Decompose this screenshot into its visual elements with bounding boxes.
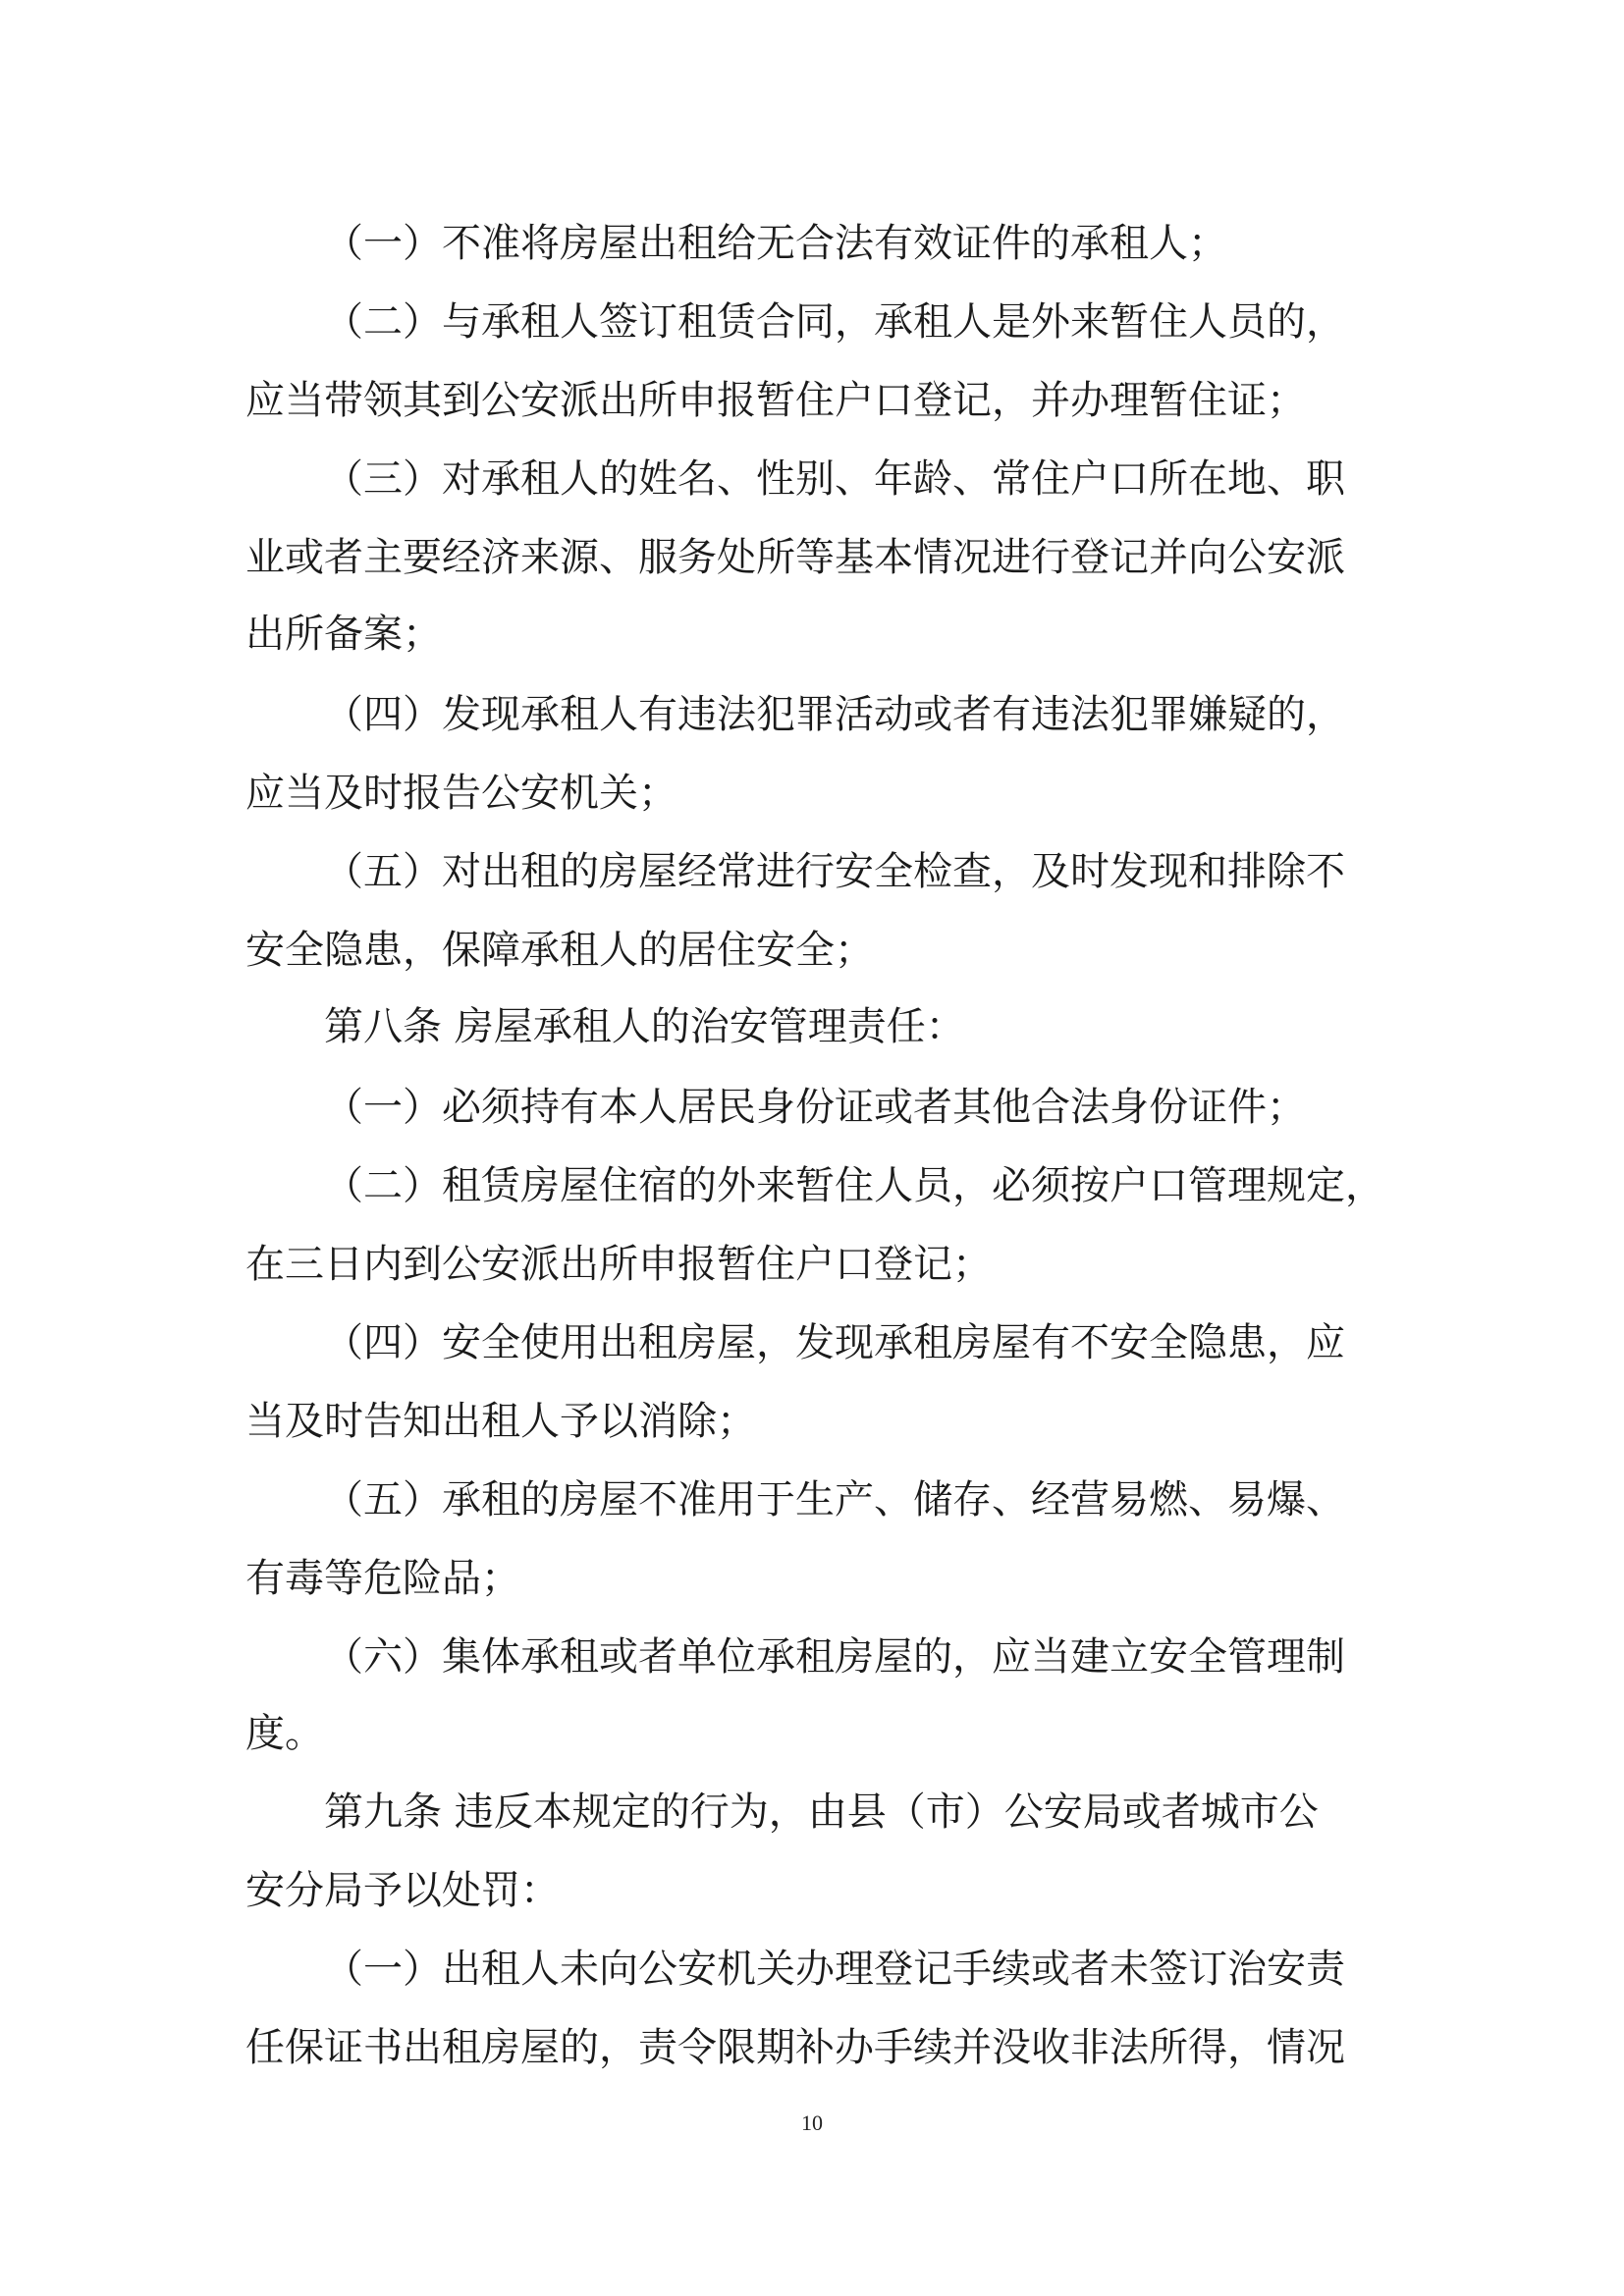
paragraph-line: 在三日内到公安派出所申报暂住户口登记； [245, 1242, 992, 1287]
paragraph-line: （四）安全使用出租房屋，发现承租房屋有不安全隐患，应 [324, 1320, 1345, 1365]
paragraph-line: （五）对出租的房屋经常进行安全检查，及时发现和排除不 [324, 849, 1345, 894]
paragraph-line: 任保证书出租房屋的，责令限期补办手续并没收非法所得，情况 [245, 2025, 1345, 2070]
paragraph-line: 安全隐患，保障承租人的居住安全； [245, 928, 874, 973]
paragraph-line: 有毒等危险品； [245, 1556, 520, 1601]
paragraph-line: （三）对承租人的姓名、性别、年龄、常住户口所在地、职 [324, 456, 1345, 502]
paragraph-line: 出所备案； [245, 612, 442, 657]
paragraph-line: （五）承租的房屋不准用于生产、储存、经营易燃、易爆、 [324, 1477, 1345, 1522]
paragraph-line: （一）不准将房屋出租给无合法有效证件的承租人； [324, 221, 1227, 266]
article-heading: 第九条 违反本规定的行为，由县（市）公安局或者城市公 [324, 1789, 1319, 1835]
paragraph-line: （二）租赁房屋住宿的外来暂住人员，必须按户口管理规定， [324, 1163, 1384, 1208]
paragraph-line: 安分局予以处罚： [245, 1868, 560, 1913]
paragraph-line: 度。 [245, 1711, 324, 1756]
paragraph-line: （四）发现承租人有违法犯罪活动或者有违法犯罪嫌疑的， [324, 692, 1345, 737]
page-number: 10 [801, 2110, 823, 2135]
article-heading: 第八条 房屋承租人的治安管理责任： [324, 1004, 965, 1049]
paragraph-line: 业或者主要经济来源、服务处所等基本情况进行登记并向公安派 [245, 535, 1345, 580]
paragraph-line: 当及时告知出租人予以消除； [245, 1399, 756, 1444]
paragraph-line: （一）出租人未向公安机关办理登记手续或者未签订治安责 [324, 1947, 1345, 1992]
paragraph-line: （二）与承租人签订租赁合同，承租人是外来暂住人员的， [324, 299, 1345, 345]
paragraph-line: 应当带领其到公安派出所申报暂住户口登记，并办理暂住证； [245, 378, 1306, 423]
paragraph-line: （六）集体承租或者单位承租房屋的，应当建立安全管理制 [324, 1634, 1345, 1680]
paragraph-line: （一）必须持有本人居民身份证或者其他合法身份证件； [324, 1085, 1306, 1130]
paragraph-line: 应当及时报告公安机关； [245, 771, 677, 816]
